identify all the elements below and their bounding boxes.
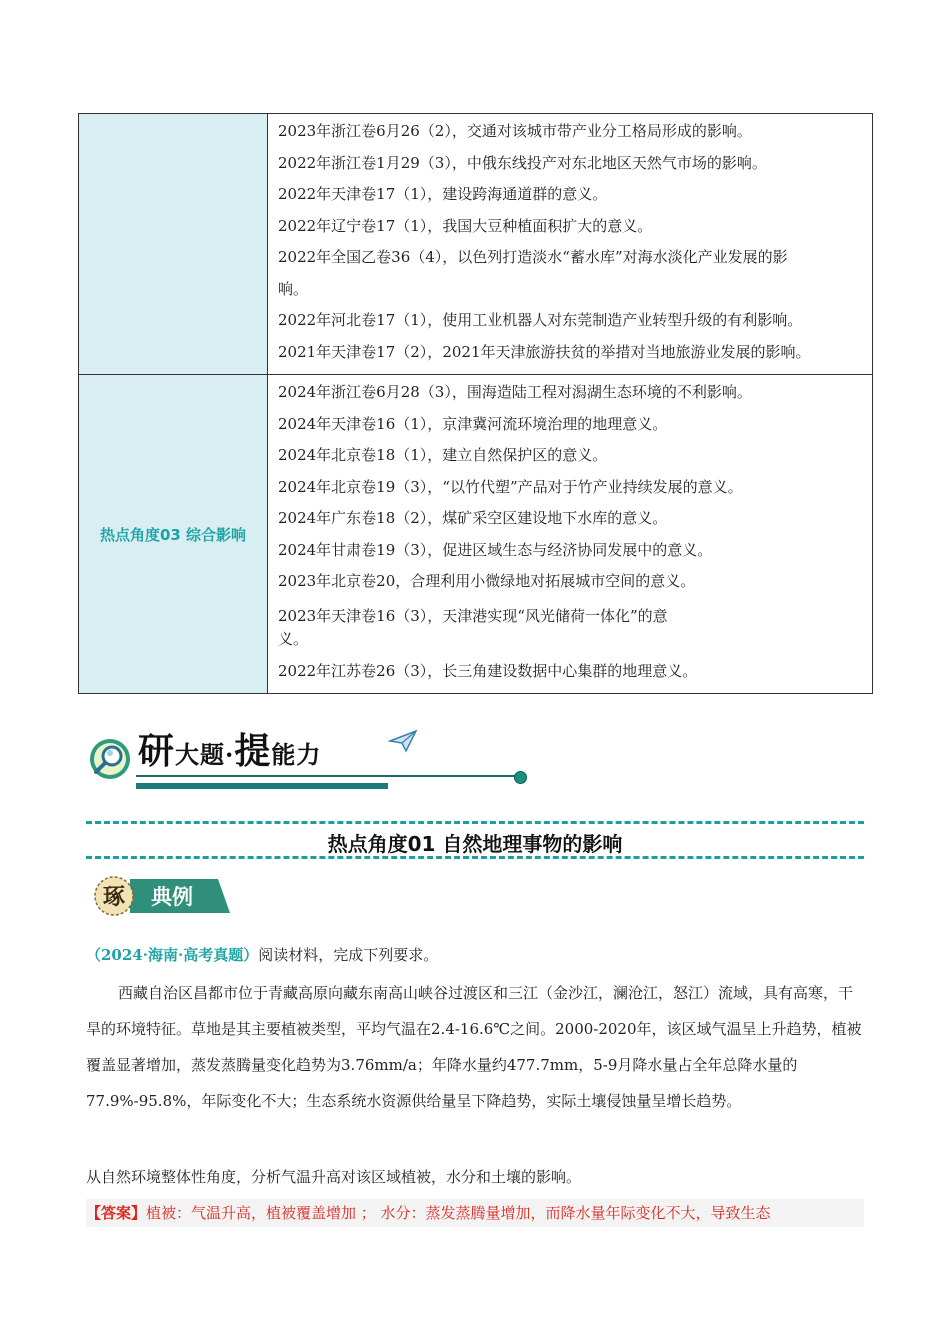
exam-item: 2022年全国乙卷36（4），以色列打造淡水“蓄水库”对海水淡化产业发展的影: [278, 248, 788, 266]
exam-item: [278, 337, 866, 369]
example-instruction: 阅读材料，完成下列要求。: [258, 946, 439, 964]
answer-text: 植被：气温升高，植被覆盖增加 ； 水分：蒸发蒸腾量增加，而降水量年际变化不大，导致生态: [146, 1204, 771, 1222]
section-title: 热点角度01 自然地理事物的影响: [327, 832, 623, 856]
exam-item: 2024年北京卷18（1），建立自然保护区的意义。: [278, 446, 608, 464]
exam-item: 2023年北京卷20，合理利用小微绿地对拓展城市空间的意义。: [278, 572, 696, 590]
banner-char-ti: 提: [234, 730, 272, 772]
banner-title: [138, 723, 321, 774]
banner-word-dati: 大题: [175, 740, 226, 769]
section-divider-top: [86, 821, 864, 824]
answer-tag: 【答案】: [86, 1204, 147, 1222]
magnifier-icon: [88, 737, 132, 781]
example-answer: [86, 1199, 864, 1227]
exam-reference-table: [78, 113, 873, 694]
table-content-cell: [268, 114, 873, 375]
table-label-cell: 热点角度03 综合影响: [79, 375, 268, 694]
exam-item: 2022年辽宁卷17（1），我国大豆种植面积扩大的意义。: [278, 216, 653, 235]
banner-underline: [136, 775, 521, 777]
exam-item: 2023年浙江卷6月26（2），交通对该城市带产业分工格局形成的影响。: [278, 122, 752, 140]
example-source: （2024·海南·高考真题）: [86, 946, 259, 964]
example-question: 从自然环境整体性角度，分析气温升高对该区域植被，水分和土壤的影响。: [86, 1168, 582, 1186]
table-row: [79, 375, 873, 694]
banner-char-yan: 研: [138, 730, 176, 772]
exam-item-continued: 义。: [278, 629, 309, 648]
table-label-cell-empty: [79, 114, 268, 375]
exam-item: 2022年天津卷17（1），建设跨海通道群的意义。: [278, 185, 608, 203]
banner-end-dot: [514, 771, 527, 784]
banner-word-nengli: 能力: [271, 740, 322, 769]
exam-item: 2024年天津卷16（1），京津冀河流环境治理的地理意义。: [278, 414, 668, 433]
exam-item-text: 2021年天津旅游扶贫的举措对当地旅游业发展的影响。: [442, 342, 811, 361]
exam-item: 2023年天津卷16（3），天津港实现“风光储荷一体化”的意: [278, 606, 668, 625]
exam-item-continued: 响。: [278, 279, 309, 298]
exam-item-prefix: 2021年天津卷17（2），: [278, 342, 443, 361]
exam-item: 2022年河北卷17（1），使用工业机器人对东莞制造产业转型升级的有利影响。: [278, 311, 803, 329]
table-content-cell: [268, 375, 873, 694]
section-divider-bottom: [86, 856, 864, 859]
exam-item: 2022年江苏卷26（3），长三角建设数据中心集群的地理意义。: [278, 661, 698, 680]
banner-underbar: [136, 783, 388, 789]
exam-item: 2024年广东卷18（2），煤矿采空区建设地下水库的意义。: [278, 509, 668, 527]
table-row: [79, 114, 873, 375]
exam-item: 2024年北京卷19（3），“以竹代塑”产品对于竹产业持续发展的意义。: [278, 477, 743, 496]
example-badge: [90, 875, 230, 917]
banner-dot: ·: [225, 740, 235, 769]
badge-label-text: 典例: [151, 885, 193, 909]
paper-plane-icon: [388, 729, 418, 753]
exam-item: 2022年浙江卷1月29（3），中俄东线投产对东北地区天然气市场的影响。: [278, 153, 767, 172]
example-intro: [86, 944, 866, 965]
section-banner: [88, 715, 538, 805]
exam-item: 2024年甘肃卷19（3），促进区域生态与经济协同发展中的意义。: [278, 540, 713, 559]
badge-seal-text: 琢: [102, 884, 126, 910]
example-material: 西藏自治区昌都市位于青藏高原向藏东南高山峡谷过渡区和三江（金沙江，澜沧江，怒江）流域，具有高寒，干旱的环境特征。草地是其主要植被类型，平均气温在2.4-16.6℃之间。2000-2020年，该区域气温呈上升趋势，植被覆盖显著增加，蒸发蒸腾量变化趋势为3.76mm/a；年降水量约477.7mm，5-9月降水量占全年总降水量的77.9%-95.8%，年际变化不大；生态系统水资源供给量呈下降趋势，实际土壤侵蚀量呈增长趋势。: [86, 984, 862, 1110]
exam-item: 2024年浙江卷6月28（3），围海造陆工程对潟湖生态环境的不利影响。: [278, 383, 752, 401]
